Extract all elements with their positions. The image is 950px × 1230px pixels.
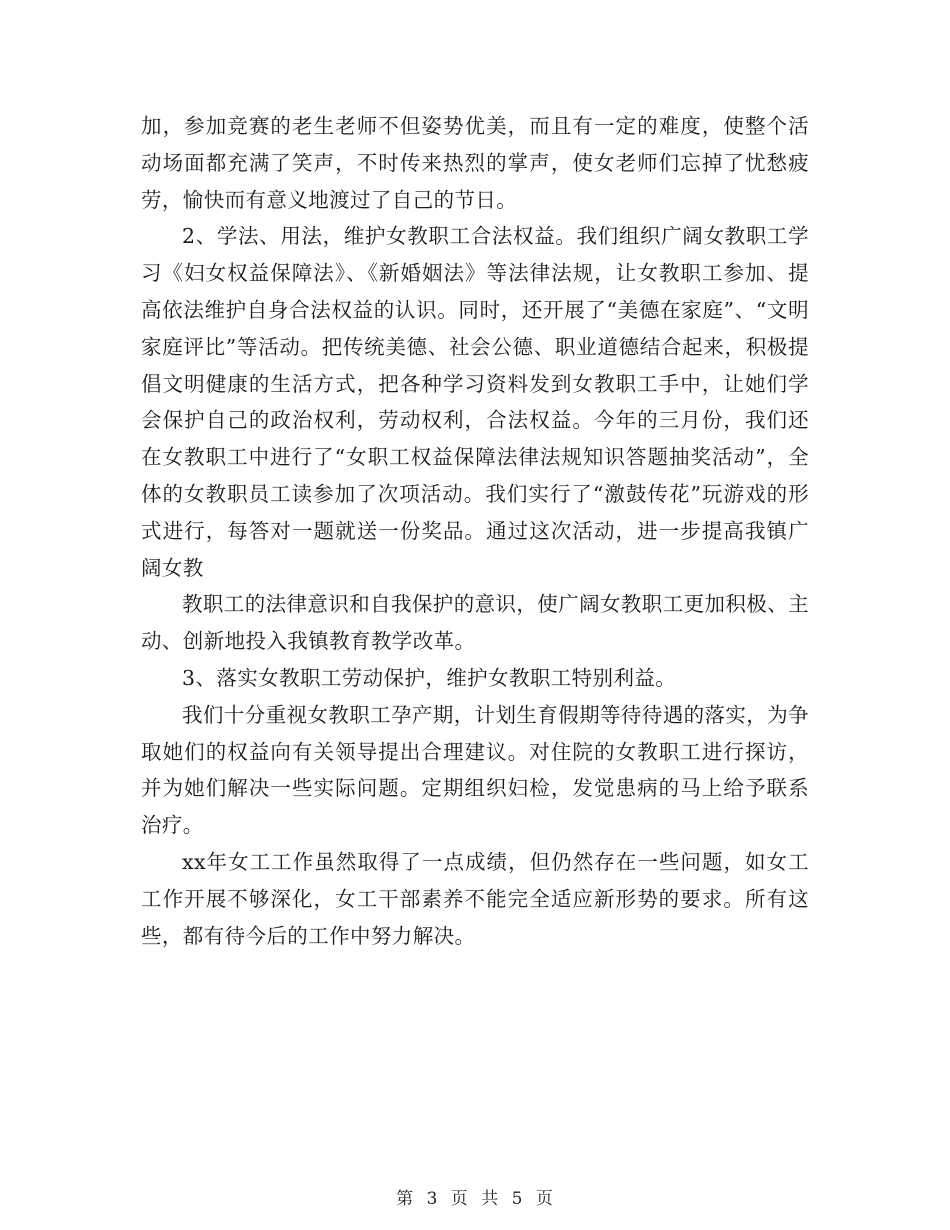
paragraph-4: 3、落实女教职工劳动保护，维护女教职工特别利益。 (182, 665, 677, 690)
paragraph-6: xx年女工工作虽然取得了一点成绩，但仍然存在一些问题，如女工工作开展不够深化，女工干部素养不能完全适应新形势的要求。所有这些，都有待今后的工作中努力解决。 (141, 849, 809, 948)
paragraph-5: 我们十分重视女教职工孕产期，计划生育假期等待待遇的落实，为争取她们的权益向有关领导提出合理建议。对住院的女教职工进行探访，并为她们解决一些实际问题。定期组织妇检，发觉患病的马上给予联系治疗。 (141, 702, 809, 838)
paragraph-1: 加，参加竞赛的老生老师不但姿势优美，而且有一定的难度，使整个活动场面都充满了笑声，不时传来热烈的掌声，使女老师们忘掉了忧愁疲劳，愉快而有意义地渡过了自己的节日。 (141, 114, 809, 212)
paragraph-3: 教职工的法律意识和自我保护的意识，使广阔女教职工更加积极、主动、创新地投入我镇教育教学改革。 (141, 592, 809, 654)
page-footer: 第 3 页 共 5 页 (396, 1189, 554, 1209)
paragraph-2: 2、学法、用法，维护女教职工合法权益。我们组织广阔女教职工学习《妇女权益保障法》、《新婚姻法》等法律法规，让女教职工参加、提高依法维护自身合法权益的认识。同时，还开展了“美德在家庭”、“文明家庭评比”等活动。把传统美德、社会公德、职业道德结合起来，积极提倡文明健康的生活方式，把各种学习资料发到女教职工手中，让她们学会保护自己的政治权利，劳动权利，合法权益。今年的三月份，我们还在女教职工中进行了“女职工权益保障法律法规知识答题抽奖活动”，全体的女教职员工读参加了次项活动。我们实行了“激鼓传花”玩游戏的形式进行，每答对一题就送一份奖品。通过这次活动，进一步提高我镇广阔女教 (141, 224, 809, 580)
document-body (141, 108, 809, 954)
